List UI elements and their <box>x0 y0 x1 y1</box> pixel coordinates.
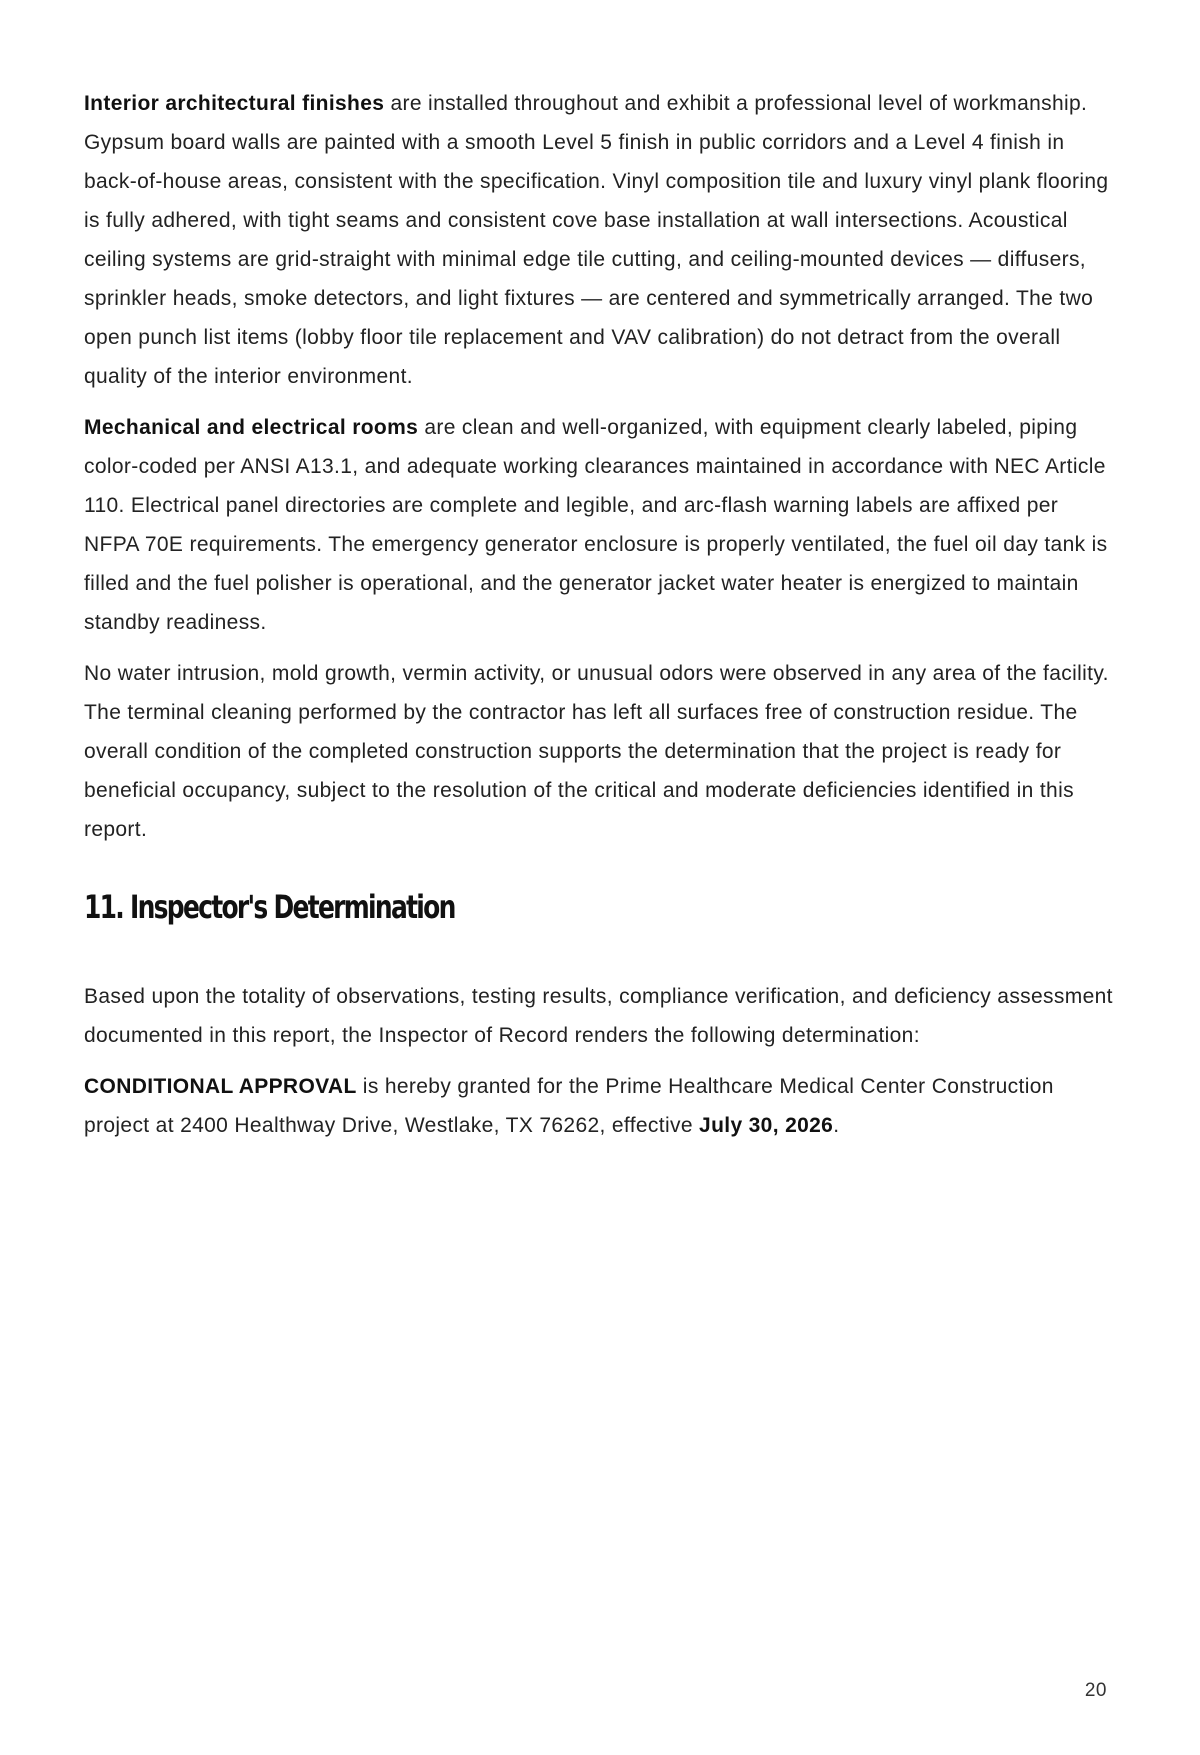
determination-text: is hereby granted for the Prime Healthcare Medical Center Construction project at 2400 Healthway Drive, Westlake, TX 76262, effective <box>84 1075 1054 1137</box>
approval-status: CONDITIONAL APPROVAL <box>84 1075 357 1098</box>
mechanical-electrical-text: are clean and well-organized, with equipment clearly labeled, piping color-coded per ANSI A13.1, and adequate working clearances maintained in accordance with NEC Article 110. Electrical panel directories are complete and legible, and arc-flash warning labels are affixed per NFPA 70E requirements. The emergency generator enclosure is properly ventilated, the fuel oil day tank is filled and the fuel polisher is operational, and the generator jacket water heater is energized to maintain standby readiness. <box>84 416 1108 634</box>
page-number: 20 <box>1084 1680 1107 1701</box>
section-heading: 11. Inspector's Determination <box>84 888 455 926</box>
interior-finishes-lead: Interior architectural finishes <box>84 92 385 115</box>
interior-finishes-text: are installed throughout and exhibit a professional level of workmanship. Gypsum board walls are painted with a smooth Level 5 finish in public corridors and a Level 4 finish in back-of-house areas, consistent with the specification. Vinyl composition tile and luxury vinyl plank flooring is fully adhered, with tight seams and consistent cove base installation at wall intersections. Acoustical ceiling systems are grid-straight with minimal edge tile cutting, and ceiling-mounted devices — diffusers, sprinkler heads, smoke detectors, and light fixtures — are centered and symmetrically arranged. The two open punch list items (lobby floor tile replacement and VAV calibration) do not detract from the overall quality of the interior environment. <box>84 92 1109 388</box>
effective-date: July 30, 2026 <box>699 1114 834 1137</box>
determination-intro-paragraph: Based upon the totality of observations, testing results, compliance verification, and deficiency assessment documented in this report, the Inspector of Record renders the following determination: <box>84 985 1113 1047</box>
determination-end: . <box>833 1114 840 1137</box>
facility-condition-paragraph: No water intrusion, mold growth, vermin activity, or unusual odors were observed in any area of the facility. The terminal cleaning performed by the contractor has left all surfaces free of construction residue. The overall condition of the completed construction supports the determination that the project is ready for beneficial occupancy, subject to the resolution of the critical and moderate deficiencies identified in this report. <box>84 662 1109 841</box>
determination-paragraph <box>84 1067 1116 1145</box>
interior-finishes-paragraph <box>84 84 1116 396</box>
document-page <box>84 84 1116 1157</box>
mechanical-electrical-paragraph <box>84 408 1116 642</box>
mechanical-electrical-lead: Mechanical and electrical rooms <box>84 416 419 439</box>
